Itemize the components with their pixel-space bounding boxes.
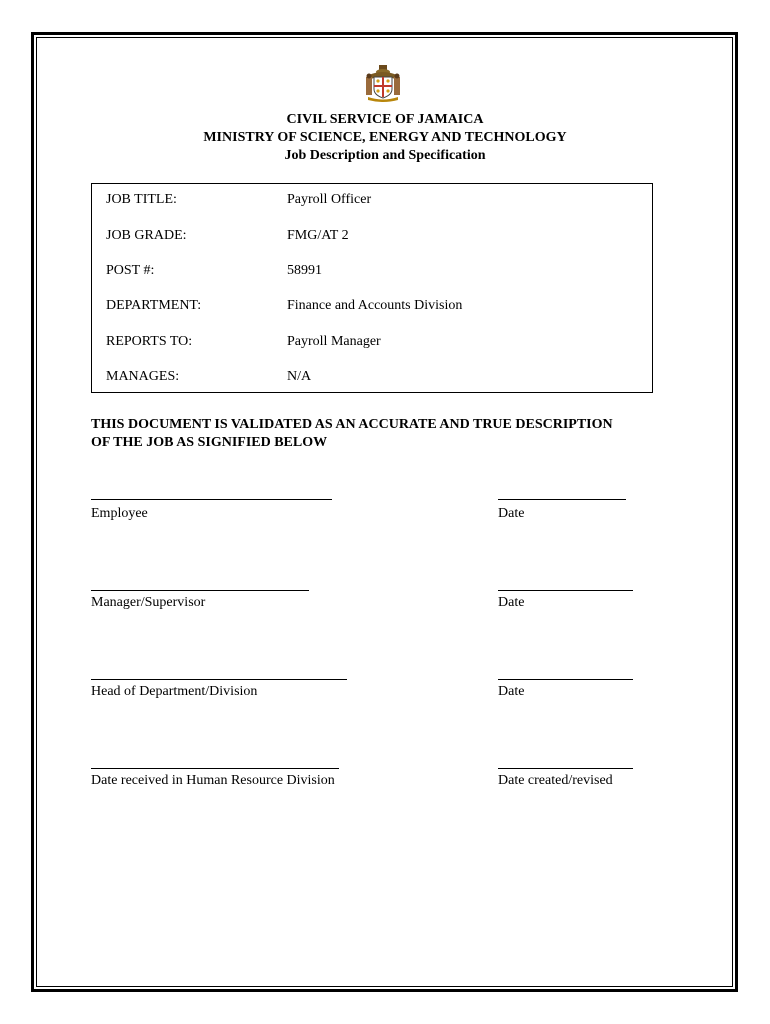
hr-received-label: Date received in Human Resource Division (91, 773, 335, 788)
coat-of-arms-icon (363, 63, 403, 103)
job-info-value: 58991 (287, 263, 322, 278)
validation-line: THIS DOCUMENT IS VALIDATED AS AN ACCURATE AND TRUE DESCRIPTION (91, 417, 613, 432)
validation-line: OF THE JOB AS SIGNIFIED BELOW (91, 435, 328, 450)
header-doc-title: Job Description and Specification (284, 148, 486, 163)
job-info-value: Payroll Officer (287, 192, 372, 207)
manager-date-label: Date (498, 595, 525, 610)
header-civil-service: CIVIL SERVICE OF JAMAICA (286, 112, 484, 127)
hr-received-line[interactable] (91, 768, 339, 769)
job-info-label: JOB TITLE: (106, 192, 177, 207)
head-of-department-signature-line[interactable] (91, 679, 347, 680)
manager-label: Manager/Supervisor (91, 595, 206, 610)
manager-date-line[interactable] (498, 590, 633, 591)
job-info-label: DEPARTMENT: (106, 298, 202, 313)
head-of-department-date-label: Date (498, 684, 525, 699)
job-info-label: REPORTS TO: (106, 334, 193, 349)
manager-signature-line[interactable] (91, 590, 309, 591)
date-created-line[interactable] (498, 768, 633, 769)
job-info-value: N/A (287, 369, 312, 384)
employee-label: Employee (91, 506, 148, 521)
job-info-box (91, 183, 653, 393)
header-ministry: MINISTRY OF SCIENCE, ENERGY AND TECHNOLOGY (203, 130, 567, 145)
job-info-value: Finance and Accounts Division (287, 298, 463, 313)
job-info-label: MANAGES: (106, 369, 180, 384)
job-info-label: POST #: (106, 263, 155, 278)
employee-date-line[interactable] (498, 499, 626, 500)
job-info-value: FMG/AT 2 (287, 228, 349, 243)
employee-signature-line[interactable] (91, 499, 332, 500)
date-created-label: Date created/revised (498, 773, 613, 788)
head-of-department-date-line[interactable] (498, 679, 633, 680)
validation-statement (91, 416, 691, 452)
job-info-label: JOB GRADE: (106, 228, 187, 243)
document-header (0, 111, 770, 165)
head-of-department-label: Head of Department/Division (91, 684, 258, 699)
job-info-value: Payroll Manager (287, 334, 381, 349)
employee-date-label: Date (498, 506, 525, 521)
